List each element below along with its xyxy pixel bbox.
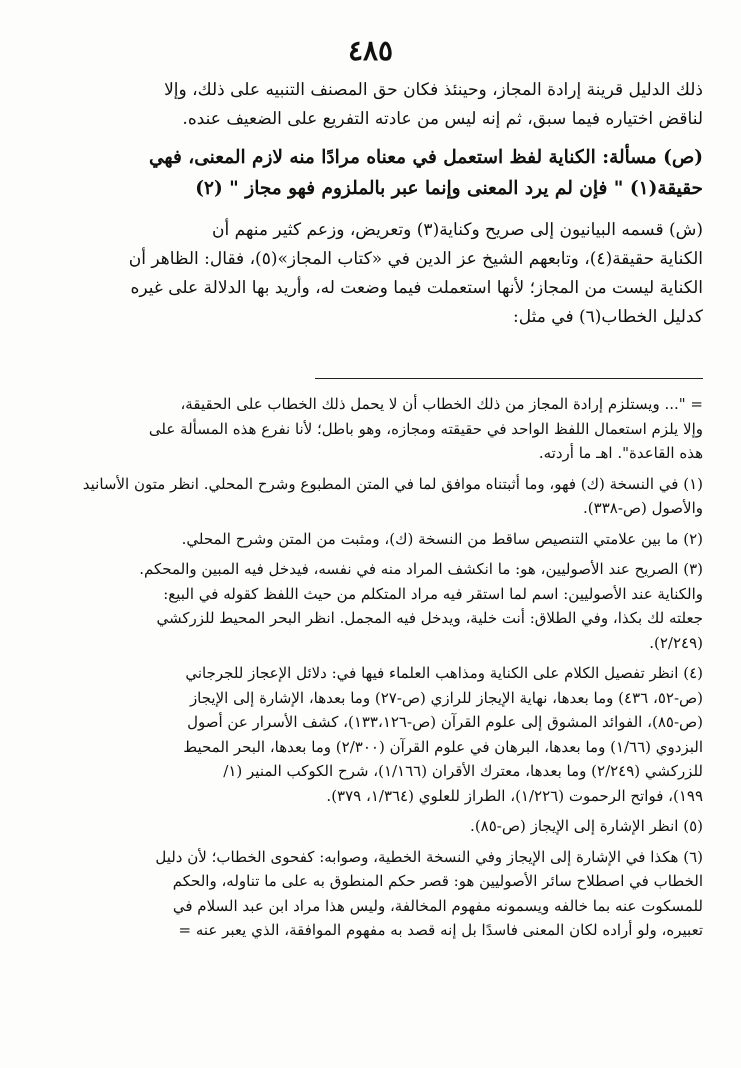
sharh-line: كدليل الخطاب(٦) في مثل: xyxy=(513,307,703,327)
footnote-4-line: للزركشي (٢/٢٤٩) وما بعدها، معترك الأقران (١/١٦٦)، شرح الكوكب المنير (١/ xyxy=(223,762,703,780)
sharh-line: الكناية ليست من المجاز؛ لأنها استعملت فيما وضعت له، وأريد بها الدلالة على غيره xyxy=(130,278,703,298)
footnote-6-line: للمسكوت عنه بما خالفه ويسمونه مفهوم المخالفة، وليس هذا مراد ابن عبد السلام في xyxy=(172,896,703,915)
footnote-4-line: البزدوي (١/٦٦) وما بعدها، البرهان في علوم القرآن (٢/٣٠٠) وما بعدها، البحر المحيط xyxy=(183,737,703,756)
footnote-2-line: (٢) ما بين علامتي التنصيص ساقط من النسخة (ك)، ومثبت من المتن وشرح المحلي. xyxy=(181,529,703,548)
footnote-3-line: (٢/٢٤٩). xyxy=(649,633,703,652)
page-number: ٤٨٥ xyxy=(347,34,394,67)
footnote-6-line: تعبيره، ولو أراده لكان المعنى فاسدًا بل إنه قصد به مفهوم الموافقة، الذي يعبر عنه = xyxy=(178,921,703,939)
footnote-4-line: (ص-٥٢، ٤٣٦) وما بعدها، نهاية الإيجاز للرازي (ص-٢٧) وما بعدها، الإشارة إلى الإيجاز xyxy=(189,688,703,707)
footnote-1-line: والأصول (ص-٣٣٨). xyxy=(583,499,703,517)
footnote-separator xyxy=(315,378,703,379)
footnote-1-line: (١) في النسخة (ك) فهو، وما أثبتناه موافق لما في المتن المطبوع وشرح المحلي. انظر متون الأسانيد xyxy=(82,474,703,493)
footnote-continued-line: هذه القاعدة". اهـ ما أردته. xyxy=(538,444,703,462)
sharh-line: الكناية حقيقة(٤)، وتابعهم الشيخ عز الدين في «كتاب المجاز»(٥)، فقال: الظاهر أن xyxy=(128,249,703,269)
footnote-continued-line: = "... ويستلزم إرادة المجاز من ذلك الخطاب أن لا يحمل ذلك الخطاب على الحقيقة، xyxy=(180,395,703,413)
footnote-5-line: (٥) انظر الإشارة إلى الإيجاز (ص-٨٥). xyxy=(470,817,703,835)
main-text-line: لناقض اختياره فيما سبق، ثم إنه ليس من عادته التفريع على الضعيف عنده. xyxy=(182,109,703,129)
footnotes-block xyxy=(38,392,703,943)
main-text-block xyxy=(38,76,703,332)
footnote-4-line: (ص-٨٥)، الفوائد المشوق إلى علوم القرآن (ص-١٣٣،١٢٦)، كشف الأسرار عن أصول xyxy=(187,713,703,731)
main-text-line: ذلك الدليل قرينة إرادة المجاز، وحينئذ فكان حق المصنف التنبيه على ذلك، وإلا xyxy=(164,80,703,100)
footnote-continued-line: وإلا يلزم استعمال اللفظ الواحد في حقيقته ومجازه، وهو باطل؛ لأنا نفرع هذه المسألة على xyxy=(148,419,703,438)
footnote-6-line: (٦) هكذا في الإشارة إلى الإيجاز وفي النسخة الخطية، وصوابه: كفحوى الخطاب؛ لأن دليل xyxy=(155,847,703,866)
masala-line: حقيقة(١) " فإن لم يرد المعنى وإنما عبر بالملزوم فهو مجاز " (٢) xyxy=(195,178,703,199)
masala-line: (ص) مسألة: الكناية لفظ استعمل في معناه مرادًا منه لازم المعنى، فهي xyxy=(149,147,703,168)
footnote-4-line: ١٩٩)، فواتح الرحموت (١/٢٢٦)، الطراز للعلوي (١/٣٦٤، ٣٧٩). xyxy=(326,786,703,805)
footnote-3-line: والكناية عند الأصوليين: اسم لما استقر فيه مراد المتكلم من حيث اللفظ كقوله في البيع: xyxy=(163,584,703,603)
footnote-3-line: (٣) الصريح عند الأصوليين، هو: ما انكشف المراد منه في نفسه، فيدخل فيه المبين والمحكم. xyxy=(139,560,703,578)
footnote-6-line: الخطاب في اصطلاح سائر الأصوليين هو: قصر حكم المنطوق به على ما تناوله، والحكم xyxy=(172,872,703,890)
footnote-4-line: (٤) انظر تفصيل الكلام على الكناية ومذاهب العلماء فيها في: دلائل الإعجاز للجرجاني xyxy=(185,664,703,682)
sharh-line: (ش) قسمه البيانيون إلى صريح وكناية(٣) وتعريض، وزعم كثير منهم أن xyxy=(212,220,703,240)
footnote-3-line: جعلته لك بكذا، وفي الطلاق: أنت خلية، ويدخل فيه المجمل. انظر البحر المحيط للزركشي xyxy=(156,609,703,627)
